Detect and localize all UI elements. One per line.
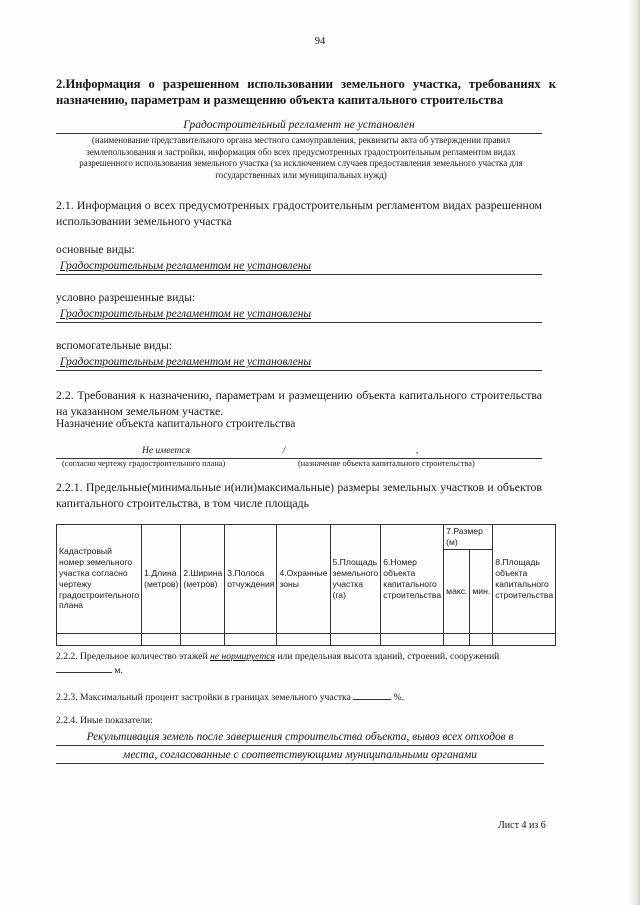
section-2-2-4-label: 2.2.4. Иные показатели: xyxy=(56,715,153,726)
table-cell xyxy=(181,633,225,645)
fill-right-value: , xyxy=(415,446,419,456)
fill-line-slash xyxy=(276,445,292,459)
other-indicators-line-2: места, согласованные с соответствующими муниципальными органами xyxy=(56,748,544,764)
coverage-label: 2.2.3. Максимальный процент застройки в границах земельного участка xyxy=(56,692,351,703)
page-number: 94 xyxy=(314,36,326,47)
conditional-uses-value: Градостроительным регламентом не установлены xyxy=(60,308,312,320)
fill-slash: / xyxy=(282,446,286,456)
auxiliary-uses-value: Градостроительным регламентом не установлены xyxy=(60,356,312,368)
table-cell xyxy=(330,633,381,645)
main-uses-value: Градостроительным регламентом не установлены xyxy=(60,260,312,272)
conditional-uses-field xyxy=(56,307,542,323)
fill-line-right xyxy=(292,445,542,459)
height-label: или предельная высота зданий, строений, сооружений xyxy=(277,651,500,662)
section-heading: 2.Информация о разрешенном использовании земельного участка, требованиях к назначению, параметрам и размещению объекта капитального строительства xyxy=(56,77,556,107)
regulation-caption: (наименование представительного органа местного самоуправления, реквизиты акта об утверждении правил землепользования и застройки, информация обо всех предусмотренных градостроительным регламентом видах разрешенного использования земельного участка (за исключением случаев предоставления земельного участка для государственных или муниципальных нужд) xyxy=(79,135,523,180)
caption-purpose: (назначение объекта капитального строительства) xyxy=(298,459,475,468)
caption-drawing: (согласно чертежу градостроительного плана) xyxy=(62,459,226,468)
sheet-number: Лист 4 из 6 xyxy=(498,820,546,831)
table-cell xyxy=(57,633,142,645)
height-blank xyxy=(56,663,112,673)
table-cell xyxy=(381,633,444,645)
header-min: мин. xyxy=(470,549,493,633)
header-protect: 4.Охранные зоны xyxy=(277,525,330,634)
header-objnum: 6.Номер объекта капитального строительства xyxy=(381,525,444,634)
height-unit: м. xyxy=(114,665,123,676)
section-2-2-3 xyxy=(56,690,404,704)
page-edge-shadow xyxy=(628,0,640,905)
header-width: 2.Ширина (метров) xyxy=(181,525,225,634)
table-cell xyxy=(225,633,277,645)
regulation-field: Градостроительный регламент не установлен xyxy=(56,118,542,134)
table-cell xyxy=(470,633,493,645)
section-2-1-text: 2.1. Информация о всех предусмотренных градостроительным регламентом видах разрешенном использовании земельного участка xyxy=(56,198,542,228)
table-cell xyxy=(444,633,470,645)
table-cell xyxy=(277,633,330,645)
header-area: 5.Площадь земельного участка (га) xyxy=(330,525,381,634)
floors-value: не нормируется xyxy=(210,651,275,662)
header-length: 1.Длина (метров) xyxy=(142,525,181,634)
parameters-table xyxy=(56,524,556,646)
auxiliary-uses-label: вспомогательные виды: xyxy=(56,340,173,352)
purpose-label: Назначение объекта капитального строительства xyxy=(56,418,296,430)
coverage-blank xyxy=(353,690,391,700)
header-objarea: 8.Площадь объекта капитального строительства xyxy=(493,525,556,634)
auxiliary-uses-field xyxy=(56,355,542,371)
floors-label: 2.2.2. Предельное количество этажей xyxy=(56,651,208,662)
table-cell xyxy=(493,633,556,645)
fill-line-left xyxy=(56,445,276,459)
main-uses-label: основные виды: xyxy=(56,244,135,256)
table-cell xyxy=(142,633,181,645)
header-cadastral: Кадастровый номер земельного участка согласно чертежу градостроительного плана xyxy=(57,525,142,634)
main-uses-field xyxy=(56,259,542,275)
section-2-2-2 xyxy=(56,650,544,677)
section-2-2-1-text: 2.2.1. Предельные(минимальные и(или)максимальные) размеры земельных участков и объектов капитального строительства, в том числе площадь xyxy=(56,480,542,510)
other-indicators-line-1: Рекультивация земель после завершения строительства объекта, вывоз всех отходов в xyxy=(56,730,544,746)
header-max: макс. xyxy=(444,549,470,633)
coverage-unit: %. xyxy=(393,692,405,703)
section-2-2-text: 2.2. Требования к назначению, параметрам и размещению объекта капитального строительства на указанном земельном участке. xyxy=(56,388,542,418)
header-size: 7.Размер (м) xyxy=(444,525,493,550)
fill-left-value: Не имеется xyxy=(141,446,191,456)
conditional-uses-label: условно разрешенные виды: xyxy=(56,292,196,304)
header-strip: 3.Полоса отчуждения xyxy=(225,525,277,634)
